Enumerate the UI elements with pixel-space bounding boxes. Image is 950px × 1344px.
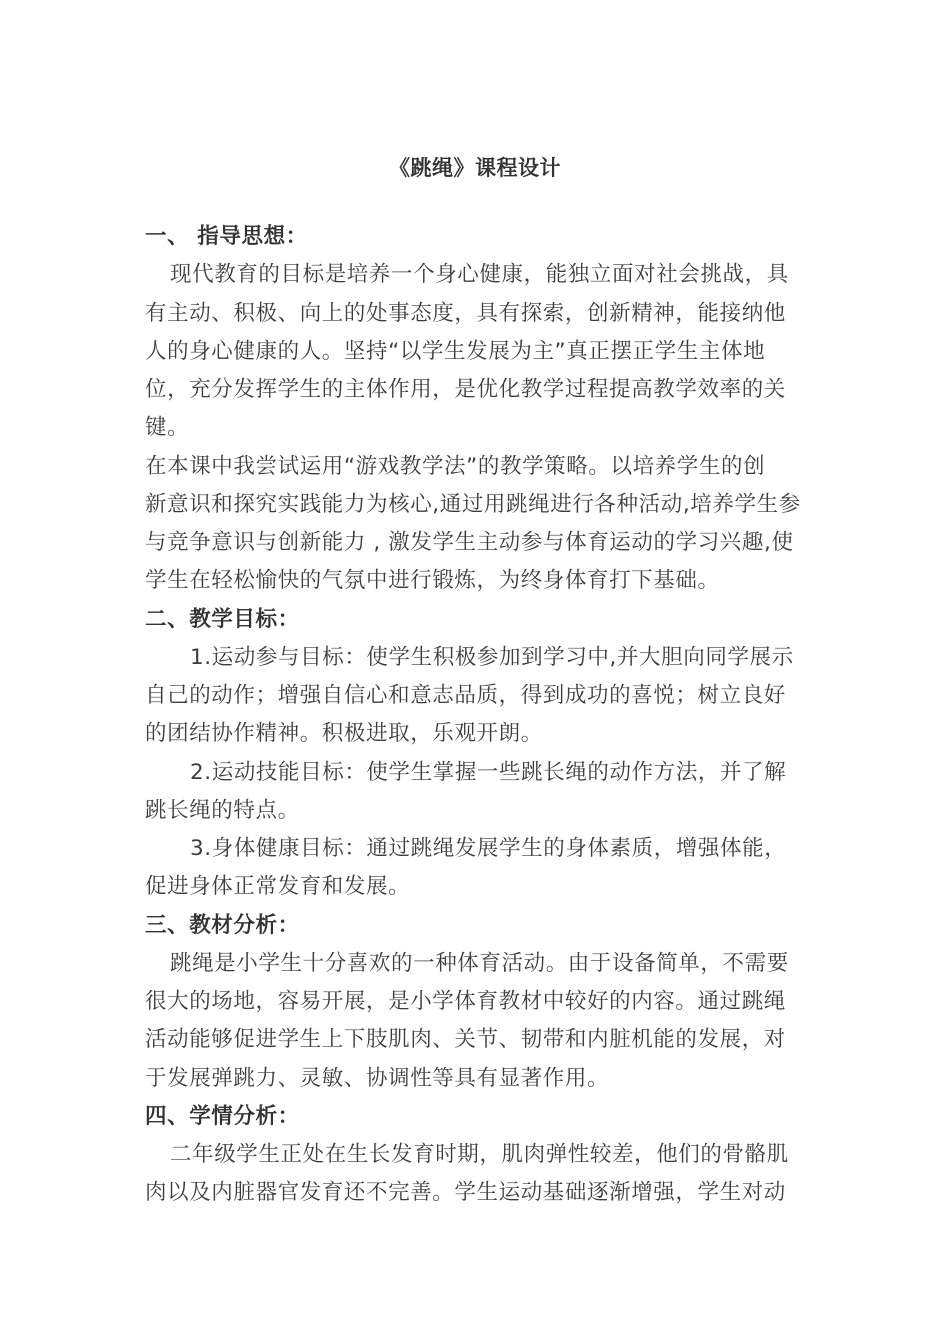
paragraph-line: 与竞争意识与创新能力 , 激发学生主动参与体育运动的学习兴趣,使: [145, 530, 794, 555]
paragraph-line: 促进身体正常发育和发展。: [145, 874, 411, 899]
section-heading: 一、 指导思想：: [145, 224, 308, 249]
paragraph-line: 在本课中我尝试运用“游戏教学法”的教学策略。以培养学生的创: [145, 454, 766, 479]
paragraph-line: 二年级学生正处在生长发育时期，肌肉弹性较差，他们的骨骼肌: [170, 1142, 789, 1167]
paragraph-line: 现代教育的目标是培养一个身心健康，能独立面对社会挑战，具: [170, 262, 789, 287]
paragraph-line: 的团结协作精神。积极进取，乐观开朗。: [145, 721, 543, 746]
paragraph-line: 跳绳是小学生十分喜欢的一种体育活动。由于设备简单，不需要: [170, 951, 789, 976]
paragraph-line: 肉以及内脏器官发育还不完善。学生运动基础逐渐增强，学生对动: [145, 1180, 786, 1205]
paragraph-line: 跳长绳的特点。: [145, 798, 300, 823]
section-heading: 四、学情分析：: [145, 1104, 300, 1129]
paragraph-line: 3.身体健康目标：通过跳绳发展学生的身体素质，增强体能，: [190, 836, 787, 861]
paragraph-line: 1.运动参与目标：使学生积极参加到学习中,并大胆向同学展示: [190, 645, 794, 670]
paragraph-line: 人的身心健康的人。坚持“以学生发展为主”真正摆正学生主体地: [145, 339, 766, 364]
paragraph-line: 有主动、积极、向上的处事态度，具有探索，创新精神，能接纳他: [145, 301, 786, 326]
paragraph-line: 很大的场地，容易开展，是小学体育教材中较好的内容。通过跳绳: [145, 989, 786, 1014]
paragraph-line: 新意识和探究实践能力为核心,通过用跳绳进行各种活动,培养学生参: [145, 492, 801, 517]
section-heading: 二、教学目标：: [145, 607, 300, 632]
paragraph-line: 位，充分发挥学生的主体作用，是优化教学过程提高教学效率的关: [145, 377, 786, 402]
paragraph-line: 学生在轻松愉快的气氛中进行锻炼，为终身体育打下基础。: [145, 568, 720, 593]
section-heading: 三、教材分析：: [145, 913, 300, 938]
document-title: 《跳绳》课程设计: [389, 156, 561, 180]
paragraph-line: 键。: [145, 415, 190, 440]
paragraph-line: 活动能够促进学生上下肢肌肉、关节、韧带和内脏机能的发展，对: [145, 1027, 786, 1052]
paragraph-line: 于发展弹跳力、灵敏、协调性等具有显著作用。: [145, 1066, 610, 1091]
paragraph-line: 自己的动作；增强自信心和意志品质，得到成功的喜悦；树立良好: [145, 683, 786, 708]
paragraph-line: 2.运动技能目标：使学生掌握一些跳长绳的动作方法，并了解: [190, 760, 787, 785]
